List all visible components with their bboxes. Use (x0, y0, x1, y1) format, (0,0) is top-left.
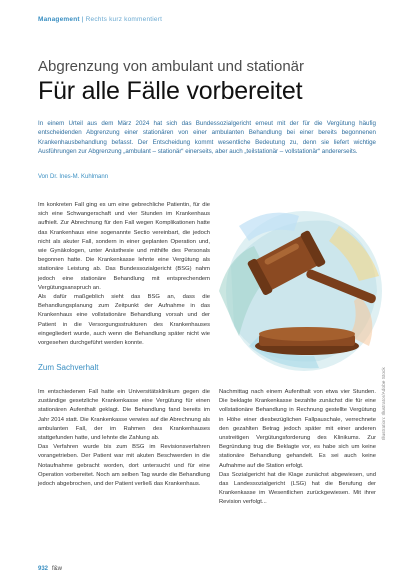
body-paragraph: Als dafür maßgeblich sieht das BSG an, dass die Behandlungsplanung zum Zeitpunkt der Aufnahme in das Krankenhaus eine vollstationäre Behandlung vorsah und der Patient in die Versorgungsstrukturen des Krankenhauses eingegliedert wurde, auch wenn die Behandlung später nicht wie vorgesehen durchgeführt werden konnte. (38, 294, 210, 347)
body-paragraph: Im konkreten Fall ging es um eine gebrechliche Patientin, für die sich eine Schwangerschaft und vier Stunden im Krankenhaus aufhielt. Zur Abrechnung für den Fall wegen Komplikationen hatte das Krankenhaus eine sogenannte Sectio vereinbart, die jedoch nicht als akuter Fall, sondern in einer geplanten Operation und, wie Gynäkologen, unter Anästhesie und mithilfe des Personals begonnen hatte. Die Krankenkasse lehnte eine Vergütung als stationäre Leistung ab. Das Bundessozialgericht (BSG) nahm jedoch eine stationäre Behandlung mit entsprechendem Vergütungsanspruch an. (38, 202, 210, 291)
rubric-separator: | (79, 16, 86, 23)
body-paragraph: Das Verfahren wurde bis zum BSG im Revisionsverfahren vorangetrieben. Der Patient war mit akuten Beschwerden in die Notaufnahme gebracht worden, dort untersucht und für eine Operation vorbereitet. Noch am selben Tag wurde die Behandlung jedoch abgebrochen, und der Patient verließ das Krankenhaus. (38, 444, 210, 488)
body-column-2 (219, 388, 376, 508)
article-headline: Für alle Fälle vorbereitet (38, 77, 303, 105)
section-rubric (38, 16, 162, 23)
image-credit: Illustration: Illustrator/Adobe Stock (382, 367, 387, 440)
gavel-illustration (209, 196, 385, 378)
page-footer (38, 566, 62, 572)
page-number: 932 (38, 566, 49, 572)
section-subheading: Zum Sachverhalt (38, 363, 99, 372)
rubric-topic: Rechts kurz kommentiert (85, 16, 163, 23)
body-column-1-top (38, 201, 210, 348)
body-column-1-bottom (38, 388, 210, 489)
body-paragraph: Im entschiedenen Fall hatte ein Universitätsklinikum gegen die zuständige gesetzliche Krankenkasse eine Vergütung für einen stationären Aufenthalt geklagt. Die Behandlung fand bereits im Jahr 2014 statt. Die Krankenkasse verwies auf die Abrechnung als ambulanten Fall, der im Rahmen des Krankenhauses stattgefunden hatte, und lehnte die Zahlung ab. (38, 389, 210, 442)
rubric-section: Management (38, 16, 80, 23)
journal-name: f&w (52, 566, 63, 572)
article-kicker: Abgrenzung von ambulant und stationär (38, 58, 305, 75)
article-byline: Von Dr. Ines-M. Kuhlmann (38, 174, 109, 180)
body-paragraph: Das Sozialgericht hat die Klage zunächst abgewiesen, und das Landessozialgericht (LSG) hat die Berufung der Krankenkasse im Wesentlichen zurückgewiesen. Mit ihrer Revision verfolgt... (219, 471, 376, 506)
body-paragraph: Nachmittag nach einem Aufenthalt von etwa vier Stunden. Die beklagte Krankenkasse bezahlte zunächst die für eine vollstationäre Behandlung in Rechnung gestellte Vergütung in Höhe einer diesbezüglichen Fallpauschale, verrechnete den gezahlten Betrag jedoch später mit einer anderen unstreitigen Vergütungsforderung des Klinikums. Zur Begründung trug die Beklagte vor, es habe sich um keine stationäre Behandlung gehandelt. Es sei auch keine Aufnahme auf die Station erfolgt. (219, 389, 376, 469)
article-lead: In einem Urteil aus dem März 2024 hat sich das Bundessozialgericht erneut mit der für die Vergütung häufig entscheidenden Abgrenzung einer stationären von einer ambulanten Behandlung bei einer bereits begonnenen Krankenhausbehandlung befasst. Der Entscheidung kommt wesentliche Bedeutung zu, denn sie liefert wichtige Ausführungen zur Abgrenzung „ambulant – stationär“ einerseits, aber auch „teilstationär – vollstationär“ andererseits. (38, 120, 376, 155)
